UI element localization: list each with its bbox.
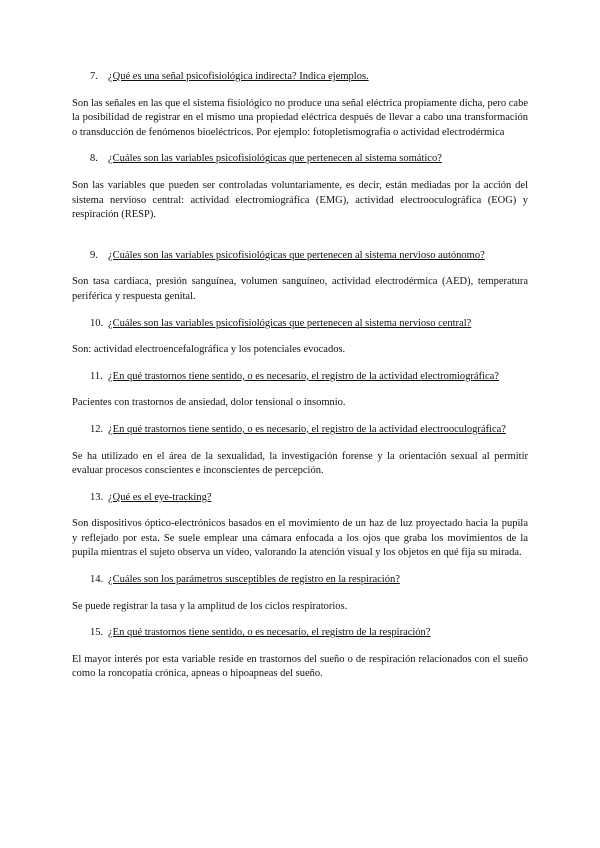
question-10 bbox=[72, 317, 528, 332]
question-text: ¿Qué es el eye-tracking? bbox=[108, 491, 212, 503]
question-15 bbox=[72, 626, 528, 641]
question-number: 13. bbox=[90, 491, 104, 503]
question-number: 10. bbox=[90, 317, 104, 329]
qa-item-8 bbox=[72, 152, 528, 222]
question-text: ¿Cuáles son las variables psicofisiológicas que pertenecen al sistema somático? bbox=[108, 153, 442, 165]
question-text: ¿Cuáles son los parámetros susceptibles de registro en la respiración? bbox=[108, 574, 400, 586]
question-9 bbox=[72, 249, 528, 264]
question-14 bbox=[72, 573, 528, 588]
qa-item-9 bbox=[72, 249, 528, 305]
qa-item-13 bbox=[72, 491, 528, 561]
question-text: ¿Cuáles son las variables psicofisiológicas que pertenecen al sistema nervioso autónomo? bbox=[108, 249, 485, 261]
question-12 bbox=[72, 423, 528, 438]
question-text: ¿En qué trastornos tiene sentido, o es necesario, el registro de la respiración? bbox=[108, 627, 431, 639]
answer-14: Se puede registrar la tasa y la amplitud de los ciclos respiratorios. bbox=[72, 600, 348, 612]
question-number: 8. bbox=[90, 153, 98, 165]
question-number: 14. bbox=[90, 574, 104, 586]
question-text: ¿Cuáles son las variables psicofisiológicas que pertenecen al sistema nervioso central? bbox=[108, 317, 472, 329]
question-8 bbox=[72, 152, 528, 167]
answer-13: Son dispositivos óptico-electrónicos basados en el movimiento de un haz de luz proyectado hacia la pupila y reflejado por esta. Se suele emplear una cámara enfocada a los ojos que graba los movimientos de la pupila mientras el sujeto observa un video, valorando la atención visual y los objetos en qué fija su mirada. bbox=[72, 518, 528, 559]
question-number: 12. bbox=[90, 423, 104, 435]
question-13 bbox=[72, 491, 528, 506]
answer-8: Son las variables que pueden ser controladas voluntariamente, es decir, están mediadas por la acción del sistema nervioso central: actividad electromiográfica (EMG), actividad electrooculográfica (EOG) y respiración (RESP). bbox=[72, 179, 528, 221]
answer-7: Son las señales en las que el sistema fisiológico no produce una señal eléctrica propiamente dicha, pero cabe la posibilidad de registrar en el mismo una propiedad eléctrica después de llevar a cabo una transformación o transducción de fenómenos bioeléctricos. Por ejemplo: fotopletismografía o actividad electrodérmica bbox=[72, 97, 529, 138]
question-text: ¿En qué trastornos tiene sentido, o es necesario, el registro de la actividad electromiográfica? bbox=[108, 370, 499, 382]
question-text: ¿Qué es una señal psicofisiológica indirecta? Indica ejemplos. bbox=[108, 71, 369, 82]
answer-9: Son tasa cardiaca, presión sanguínea, volumen sanguíneo, actividad electrodérmica (AED), temperatura periférica y respuesta genital. bbox=[72, 276, 528, 302]
answer-11: Pacientes con trastornos de ansiedad, dolor tensional o insomnio. bbox=[72, 397, 346, 409]
qa-item-15 bbox=[72, 626, 528, 682]
question-number: 11. bbox=[90, 370, 103, 382]
answer-10: Son: actividad electroencefalográfica y los potenciales evocados. bbox=[72, 344, 346, 356]
answer-12: Se ha utilizado en el área de la sexualidad, la investigación forense y la orientación sexual al permitir evaluar procesos conscientes e inconscientes de percepción. bbox=[72, 450, 528, 477]
qa-item-11 bbox=[72, 370, 528, 411]
qa-item-10 bbox=[72, 317, 528, 358]
question-number: 9. bbox=[90, 249, 98, 261]
question-text: ¿En qué trastornos tiene sentido, o es necesario, el registro de la actividad electrooculográfica? bbox=[108, 423, 506, 435]
question-number: 7. bbox=[90, 71, 98, 82]
question-number: 15. bbox=[90, 627, 104, 639]
question-7 bbox=[72, 70, 528, 85]
qa-item-12 bbox=[72, 423, 528, 479]
qa-item-7 bbox=[72, 70, 528, 140]
answer-15: El mayor interés por esta variable reside en trastornos del sueño o de respiración relacionados con el sueño como la roncopatía crónica, apneas o hipoapneas del sueño. bbox=[72, 653, 528, 680]
qa-item-14 bbox=[72, 573, 528, 614]
question-11 bbox=[72, 370, 528, 385]
